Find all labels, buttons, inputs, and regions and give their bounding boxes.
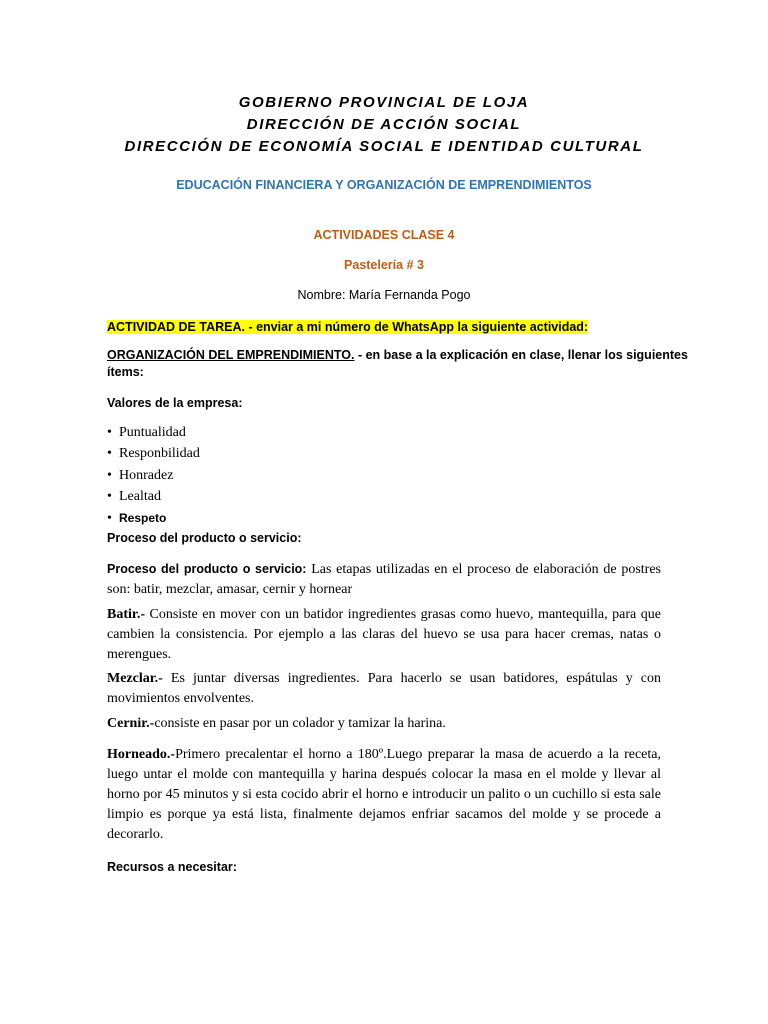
document-subtitle: EDUCACIÓN FINANCIERA Y ORGANIZACIÓN DE EMPRENDIMIENTOS: [176, 178, 592, 192]
value-item-label: Respeto: [119, 511, 167, 525]
task-label: ACTIVIDAD DE TAREA.: [107, 320, 245, 334]
list-item: • Lealtad: [107, 489, 161, 504]
process-paragraph: [107, 559, 661, 600]
activity-title: ACTIVIDADES CLASE 4: [313, 228, 455, 242]
list-item: • Respeto: [107, 511, 167, 526]
values-heading: Valores de la empresa:: [107, 396, 243, 410]
process-label: Proceso del producto o servicio:: [107, 562, 307, 576]
organization-label: ORGANIZACIÓN DEL EMPRENDIMIENTO.: [107, 348, 355, 362]
step-text: Consiste en mover con un batidor ingredientes grasas como huevo, mantequilla, para que cambien la consistencia. Por ejemplo a las claras del huevo se usa para hacer cremas, natas o merengues.: [107, 607, 661, 662]
header-line-3: DIRECCIÓN DE ECONOMÍA SOCIAL E IDENTIDAD CULTURAL: [124, 138, 644, 155]
header-line-1: GOBIERNO PROVINCIAL DE LOJA: [238, 94, 530, 111]
value-item-label: Puntualidad: [119, 425, 186, 440]
value-item-label: Honradez: [119, 468, 174, 483]
process-heading: Proceso del producto o servicio:: [107, 531, 302, 545]
step-term: Mezclar.-: [107, 671, 163, 686]
process-text: Las etapas utilizadas en el proceso de elaboración de postres son: batir, mezclar, amasar, cernir y hornear: [107, 562, 661, 597]
task-instruction: [107, 320, 588, 334]
student-name: Nombre: María Fernanda Pogo: [297, 288, 471, 302]
value-item-label: Lealtad: [119, 489, 161, 504]
organization-instruction: [107, 348, 688, 379]
list-item: • Responbilidad: [107, 446, 200, 461]
organization-text: - en base a la explicación en clase, llenar los siguientes: [354, 348, 688, 362]
header-line-2: DIRECCIÓN DE ACCIÓN SOCIAL: [246, 116, 522, 133]
step-batir: [107, 605, 661, 665]
step-term: Cernir.-: [107, 716, 155, 731]
organization-text-continued: ítems:: [107, 365, 144, 379]
step-mezclar: [107, 669, 661, 709]
step-term: Horneado.-: [107, 747, 176, 762]
step-horneado: [107, 745, 661, 845]
list-item: • Honradez: [107, 468, 174, 483]
step-cernir: [107, 714, 661, 734]
step-text: consiste en pasar por un colador y tamizar la harina.: [154, 716, 446, 731]
value-item-label: Responbilidad: [119, 446, 200, 461]
course-title: Pastelería # 3: [344, 258, 424, 272]
task-text: - enviar a mi número de WhatsApp la siguiente actividad:: [244, 320, 589, 334]
resources-heading: Recursos a necesitar:: [107, 860, 237, 874]
step-term: Batir.-: [107, 607, 145, 622]
step-text: Es juntar diversas ingredientes. Para hacerlo se usan batidores, espátulas y con movimientos envolventes.: [107, 671, 661, 706]
step-text: Primero precalentar el horno a 180º.Luego preparar la masa de acuerdo a la receta, luego untar el molde con mantequilla y harina después colocar la masa en el molde y llevar al horno por 45 minutos y si esta cocido abrir el horno e introducir un palito o un cuchillo si esta sale limpio es porque ya está lista, finalmente dejamos enfriar sacamos del molde y se procede a decorarlo.: [107, 747, 661, 842]
list-item: • Puntualidad: [107, 425, 186, 440]
